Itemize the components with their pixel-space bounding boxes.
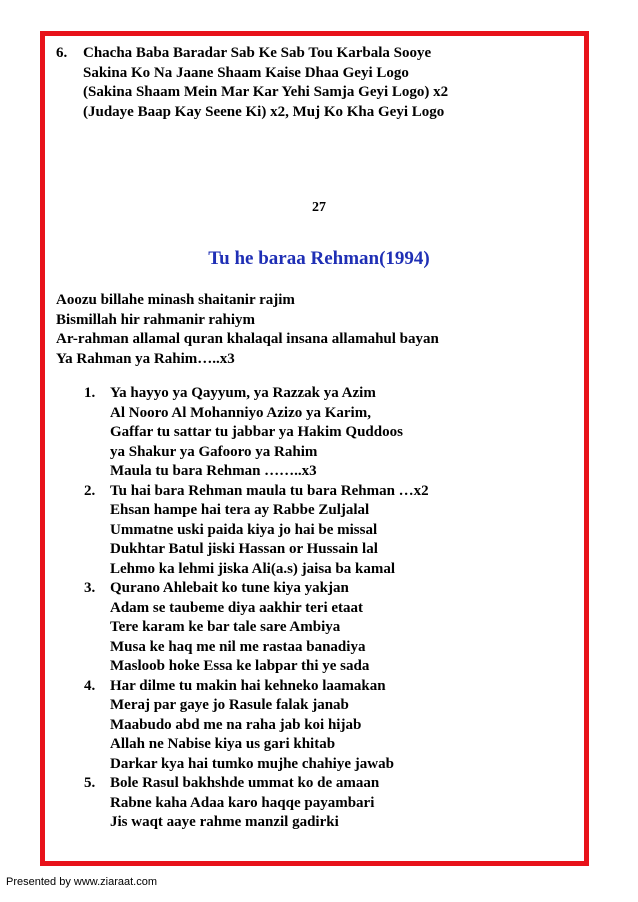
verse-line: Al Nooro Al Mohanniyo Azizo ya Karim, — [110, 404, 371, 421]
verse-line: Bole Rasul bakhshde ummat ko de amaan — [110, 775, 380, 791]
intro-line: Ya Rahman ya Rahim…..x3 — [56, 350, 235, 367]
verse-line: Masloob hoke Essa ke labpar thi ye sada — [110, 658, 370, 674]
page-number: 27 — [312, 200, 326, 215]
footer-credit: Presented by www.ziaraat.com — [6, 876, 158, 888]
verse-line: Jis waqt aaye rahme manzil gadirki — [110, 814, 339, 830]
verse-number: 5. — [84, 775, 96, 791]
song-title: Tu he baraa Rehman(1994) — [208, 248, 430, 269]
verse-number: 1. — [84, 385, 96, 401]
verse-line: Darkar kya hai tumko mujhe chahiye jawab — [110, 755, 394, 772]
verse-line: Har dilme tu makin hai kehneko laamakan — [110, 677, 386, 694]
verse-number: 6. — [56, 45, 68, 61]
verse-line: Tu hai bara Rehman maula tu bara Rehman …x2 — [110, 482, 429, 499]
intro-line: Ar-rahman allamal quran khalaqal insana allamahul bayan — [56, 331, 439, 347]
verse-number: 3. — [84, 580, 96, 596]
verse-line: Tere karam ke bar tale sare Ambiya — [110, 619, 341, 635]
verse-line: Lehmo ka lehmi jiska Ali(a.s) jaisa ba kamal — [110, 560, 396, 577]
verse-line: Maula tu bara Rehman ……..x3 — [110, 463, 317, 479]
verse-line: Meraj par gaye jo Rasule falak janab — [110, 697, 349, 713]
verse-number: 2. — [84, 482, 96, 499]
verse-number: 4. — [84, 677, 96, 694]
verse-line: Dukhtar Batul jiski Hassan or Hussain lal — [110, 541, 378, 557]
verse-lines — [83, 44, 448, 122]
verse-line: Rabne kaha Adaa karo haqqe payambari — [110, 794, 375, 811]
verse-line: Ya hayyo ya Qayyum, ya Razzak ya Azim — [110, 385, 376, 401]
verse-item — [84, 774, 429, 833]
verse-item — [84, 384, 429, 482]
verse-line: (Sakina Shaam Mein Mar Kar Yehi Samja Geyi Logo) x2 — [83, 84, 449, 100]
verse-line: Musa ke haq me nil me rastaa banadiya — [110, 638, 366, 655]
intro-line: Bismillah hir rahmanir rahiym — [56, 311, 256, 328]
verse-line: Chacha Baba Baradar Sab Ke Sab Tou Karbala Sooye — [83, 45, 432, 61]
verse-line: Gaffar tu sattar tu jabbar ya Hakim Quddoos — [110, 424, 403, 440]
intro-block — [56, 291, 439, 369]
verse-line: Qurano Ahlebait ko tune kiya yakjan — [110, 580, 349, 596]
verse-item — [84, 677, 429, 775]
verse-item — [84, 579, 429, 677]
verse-line: (Judaye Baap Kay Seene Ki) x2, Muj Ko Kha Geyi Logo — [83, 103, 445, 120]
verse-line: Ehsan hampe hai tera ay Rabbe Zuljalal — [110, 502, 370, 518]
intro-line: Aoozu billahe minash shaitanir rajim — [56, 292, 295, 308]
verse-line: Allah ne Nabise kiya us gari khitab — [110, 736, 336, 752]
verse-line: Ummatne uski paida kiya jo hai be missal — [110, 521, 378, 538]
verse-line: Sakina Ko Na Jaane Shaam Kaise Dhaa Geyi Logo — [83, 64, 409, 81]
verse-line: Maabudo abd me na raha jab koi hijab — [110, 716, 362, 733]
verse-list — [84, 384, 429, 833]
verse-line: ya Shakur ya Gafooro ya Rahim — [110, 443, 318, 460]
verse-line: Adam se taubeme diya aakhir teri etaat — [110, 599, 364, 616]
verse-item — [84, 482, 429, 580]
